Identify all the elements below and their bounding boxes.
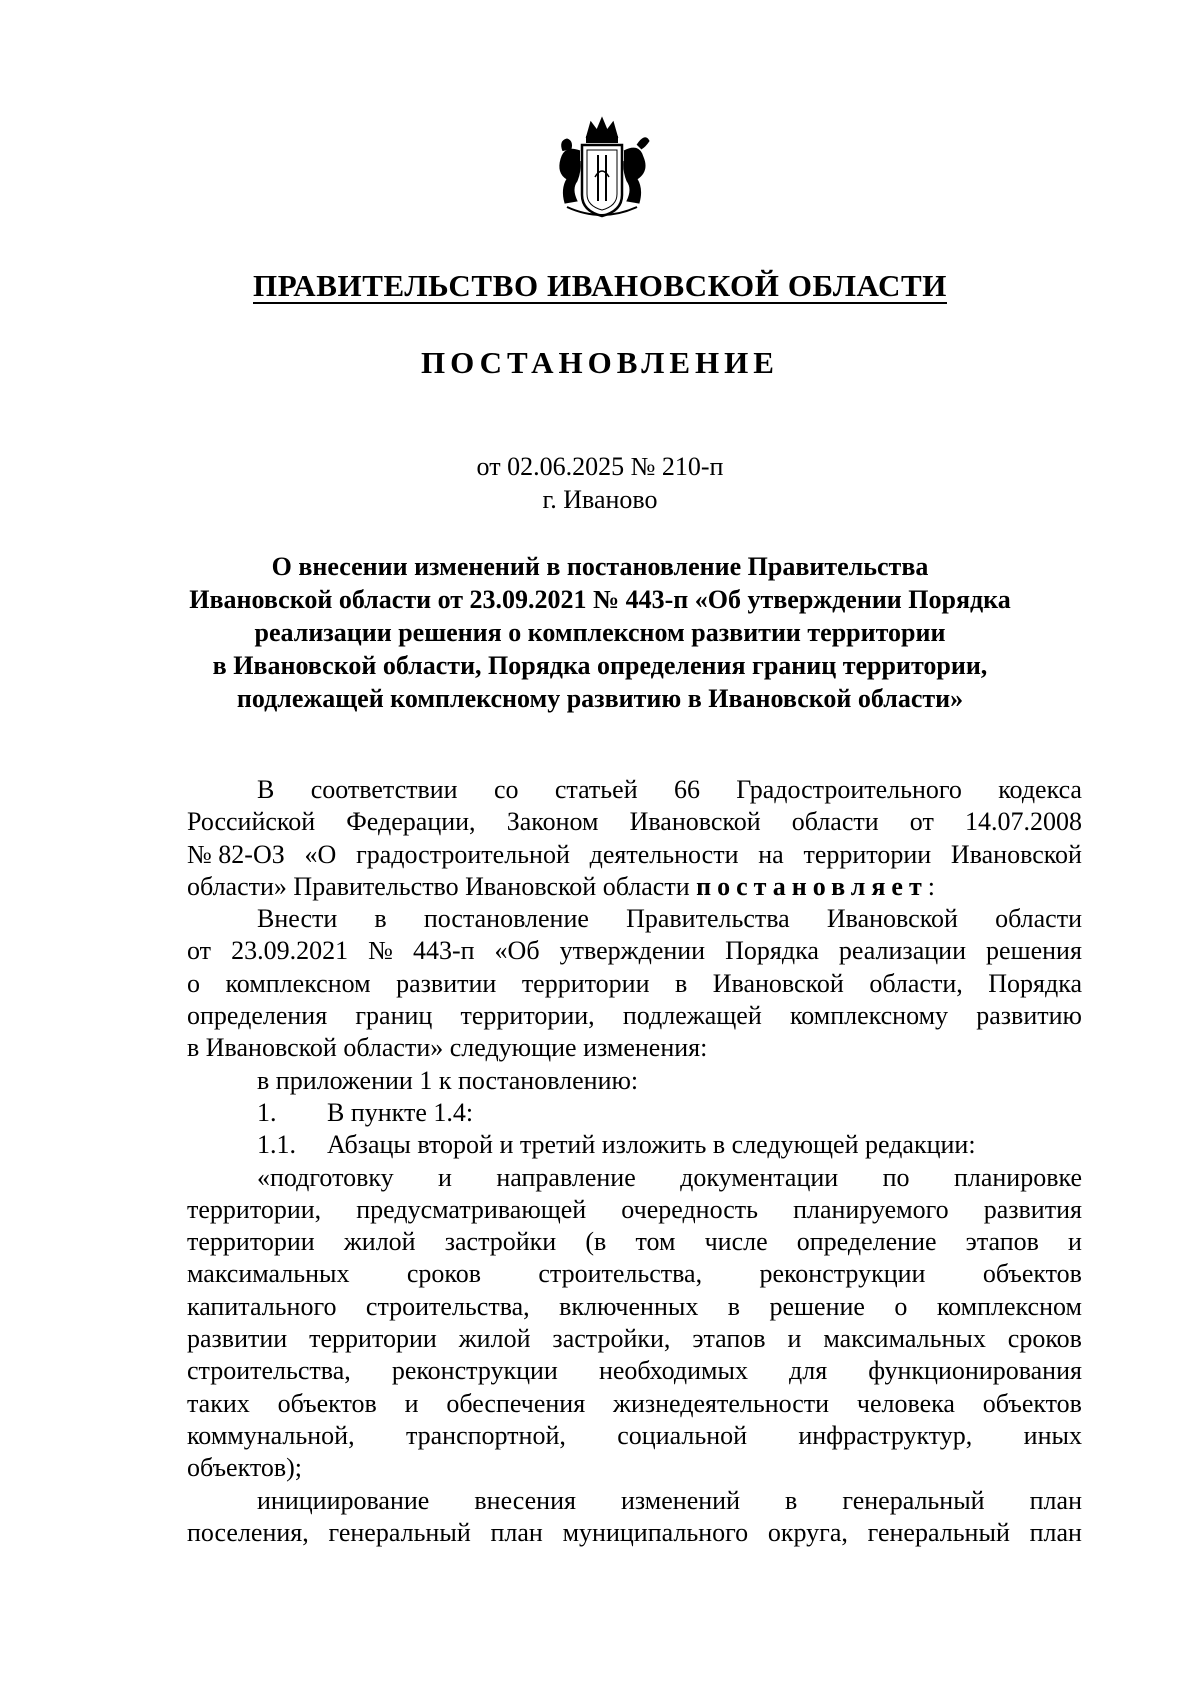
word: развития xyxy=(983,1194,1082,1224)
word: таких xyxy=(187,1388,250,1418)
word: развитии xyxy=(187,1324,288,1354)
word: в xyxy=(785,1485,798,1515)
word: планировке xyxy=(953,1162,1082,1192)
word: сроков xyxy=(406,1259,481,1289)
word: определения xyxy=(187,1001,328,1031)
word: социальной xyxy=(617,1420,748,1450)
word: Правительства xyxy=(626,904,790,934)
word: объектов xyxy=(277,1388,377,1418)
word: реконструкции xyxy=(391,1356,558,1386)
word: области xyxy=(995,904,1082,934)
body-line xyxy=(187,968,1082,1000)
body-line xyxy=(187,1194,1082,1226)
word: в xyxy=(727,1291,741,1321)
word: поселения, xyxy=(187,1517,309,1547)
word: решение xyxy=(769,1291,865,1321)
word: № 82-ОЗ xyxy=(187,839,285,869)
word: развитии xyxy=(396,968,497,998)
word: развитию xyxy=(976,1001,1082,1031)
body-line xyxy=(187,1291,1082,1323)
word: иных xyxy=(1023,1420,1082,1450)
word: № xyxy=(368,936,393,966)
word: (в xyxy=(585,1227,607,1257)
word: изменений xyxy=(620,1485,740,1515)
list-item-text: Абзацы второй и третий изложить в следующей редакции: xyxy=(327,1130,976,1160)
word: сроков xyxy=(1007,1324,1082,1354)
word: транспортной, xyxy=(405,1420,566,1450)
word: этапов xyxy=(965,1227,1039,1257)
subject-line: подлежащей комплексному развитию в Ивановской области» xyxy=(236,684,964,713)
word: строительства, xyxy=(365,1291,530,1321)
word: Внести xyxy=(257,904,338,934)
word: обеспечения xyxy=(446,1388,586,1418)
word: генеральный xyxy=(328,1517,471,1547)
word: коммунальной, xyxy=(187,1420,355,1450)
organization-title: ПРАВИТЕЛЬСТВО ИВАНОВСКОЙ ОБЛАСТИ xyxy=(253,268,947,303)
word: объектов xyxy=(982,1259,1082,1289)
word: объектов xyxy=(982,1388,1082,1418)
word: от xyxy=(909,807,934,837)
body-line: в Ивановской области» следующие изменения: xyxy=(187,1033,708,1063)
word: необходимых xyxy=(598,1356,748,1386)
document-date-number: от 02.06.2025 № 210-п xyxy=(476,452,724,481)
subject-line: в Ивановской области, Порядка определения границ территории, xyxy=(212,651,988,680)
word: градостроительной xyxy=(356,839,570,869)
word: 66 xyxy=(673,775,700,804)
word: Градостроительного xyxy=(736,775,962,804)
word: жизнедеятельности xyxy=(612,1388,830,1418)
word: генеральный xyxy=(867,1517,1010,1547)
word: комплексному xyxy=(789,1001,949,1031)
word: границ xyxy=(355,1001,433,1031)
document-type-heading: ПОСТАНОВЛЕНИЕ xyxy=(421,345,779,380)
word: о xyxy=(187,968,200,998)
word: 14.07.2008 xyxy=(964,807,1082,837)
word: Порядка xyxy=(725,936,819,966)
word: максимальных xyxy=(187,1259,350,1289)
coat-of-arms-emblem xyxy=(553,115,651,221)
body-line xyxy=(187,1355,1082,1387)
word: функционирования xyxy=(868,1356,1082,1386)
word: 23.09.2021 xyxy=(231,936,349,966)
word: кодекса xyxy=(998,775,1082,804)
word: территории xyxy=(521,968,650,998)
body-line xyxy=(187,1323,1082,1355)
body-line xyxy=(187,1258,1082,1290)
word: определение xyxy=(796,1227,937,1257)
body-line xyxy=(187,935,1082,967)
word: на xyxy=(758,839,784,869)
document-subject xyxy=(150,550,1050,715)
body-text: области» Правительство Ивановской области xyxy=(187,871,697,901)
word: реализации xyxy=(838,936,966,966)
word: статьей xyxy=(554,775,638,804)
body-line xyxy=(187,839,1082,871)
body-line xyxy=(187,871,1082,903)
body-line xyxy=(187,1485,1082,1517)
word: в xyxy=(374,904,387,934)
word: постановление xyxy=(423,904,589,934)
word: и xyxy=(404,1388,419,1418)
word: Федерации, xyxy=(346,807,476,837)
word: направление xyxy=(496,1162,636,1192)
word: застройки, xyxy=(552,1324,671,1354)
word: и xyxy=(1068,1227,1082,1257)
word: числе xyxy=(704,1227,768,1257)
word: территории, xyxy=(187,1194,322,1224)
body-line xyxy=(187,1388,1082,1420)
document-city: г. Иваново xyxy=(542,485,658,514)
word: этапов xyxy=(692,1324,766,1354)
body-line xyxy=(187,1226,1082,1258)
body-line xyxy=(187,1517,1082,1549)
list-item xyxy=(187,1097,1082,1129)
body-text: : xyxy=(927,871,935,901)
word: подлежащей xyxy=(622,1001,762,1031)
word: о xyxy=(894,1291,908,1321)
word: комплексном xyxy=(225,968,371,998)
word: решения xyxy=(986,936,1082,966)
word: жилой xyxy=(458,1324,531,1354)
word: очередность xyxy=(621,1194,758,1224)
word: и xyxy=(787,1324,802,1354)
word: человека xyxy=(856,1388,955,1418)
word: со xyxy=(493,775,519,804)
body-line xyxy=(187,774,1082,806)
list-item-number: 1.1. xyxy=(257,1130,296,1160)
word: строительства, xyxy=(538,1259,703,1289)
subject-line: Ивановской области от 23.09.2021 № 443-п «Об утверждении Порядка xyxy=(189,585,1011,614)
word: деятельности xyxy=(589,839,739,869)
word: застройки xyxy=(444,1227,557,1257)
word: план xyxy=(1029,1485,1082,1515)
word: территории xyxy=(187,1227,315,1257)
list-item xyxy=(187,1129,1082,1161)
list-item-number: 1. xyxy=(257,1097,277,1127)
body-line: в приложении 1 к постановлению: xyxy=(257,1065,639,1095)
body-line xyxy=(187,903,1082,935)
word: округа, xyxy=(767,1517,848,1547)
word: Законом xyxy=(506,807,599,837)
word: комплексном xyxy=(936,1291,1082,1321)
word: включенных xyxy=(559,1291,699,1321)
body-line xyxy=(187,1000,1082,1032)
word: от xyxy=(187,936,212,966)
word: инициирование xyxy=(257,1485,430,1515)
word: Ивановской xyxy=(826,904,958,934)
word: В xyxy=(257,775,275,804)
word: внесения xyxy=(474,1485,576,1515)
word: утверждении xyxy=(559,936,706,966)
decree-keyword: постановляет xyxy=(696,871,928,901)
document-body xyxy=(187,774,1082,1549)
body-line xyxy=(187,1420,1082,1452)
word: по xyxy=(882,1162,910,1192)
word: муниципального xyxy=(562,1517,749,1547)
word: максимальных xyxy=(823,1324,986,1354)
word: территории xyxy=(309,1324,437,1354)
word: Порядка xyxy=(988,968,1082,998)
word: территории, xyxy=(460,1001,595,1031)
word: Российской xyxy=(187,807,316,837)
word: для xyxy=(789,1356,828,1386)
body-line xyxy=(187,1162,1082,1194)
word: том xyxy=(635,1227,676,1257)
word: соответствии xyxy=(310,775,458,804)
list-item-text: В пункте 1.4: xyxy=(327,1097,474,1127)
body-line: объектов); xyxy=(187,1453,303,1483)
word: области xyxy=(791,807,879,837)
word: план xyxy=(490,1517,543,1547)
word: области, xyxy=(869,968,963,998)
subject-line: О внесении изменений в постановление Правительства xyxy=(271,552,929,581)
word: Ивановской xyxy=(629,807,761,837)
word: «Об xyxy=(494,936,540,966)
word: в xyxy=(674,968,688,998)
word: строительства, xyxy=(187,1356,351,1386)
word: предусматривающей xyxy=(356,1194,587,1224)
subject-line: реализации решения о комплексном развитии территории xyxy=(254,618,946,647)
word: генеральный xyxy=(842,1485,985,1515)
word: территории xyxy=(803,839,932,869)
word: и xyxy=(438,1162,452,1192)
word: капитального xyxy=(187,1291,337,1321)
word: планируемого xyxy=(793,1194,949,1224)
word: Ивановской xyxy=(950,839,1082,869)
word: жилой xyxy=(343,1227,416,1257)
word: план xyxy=(1029,1517,1082,1547)
word: реконструкции xyxy=(759,1259,926,1289)
body-line xyxy=(187,806,1082,838)
word: документации xyxy=(680,1162,839,1192)
word: «подготовку xyxy=(257,1162,394,1192)
word: «О xyxy=(304,839,337,869)
word: Ивановской xyxy=(712,968,844,998)
word: инфраструктур, xyxy=(798,1420,973,1450)
word: 443-п xyxy=(412,936,475,966)
